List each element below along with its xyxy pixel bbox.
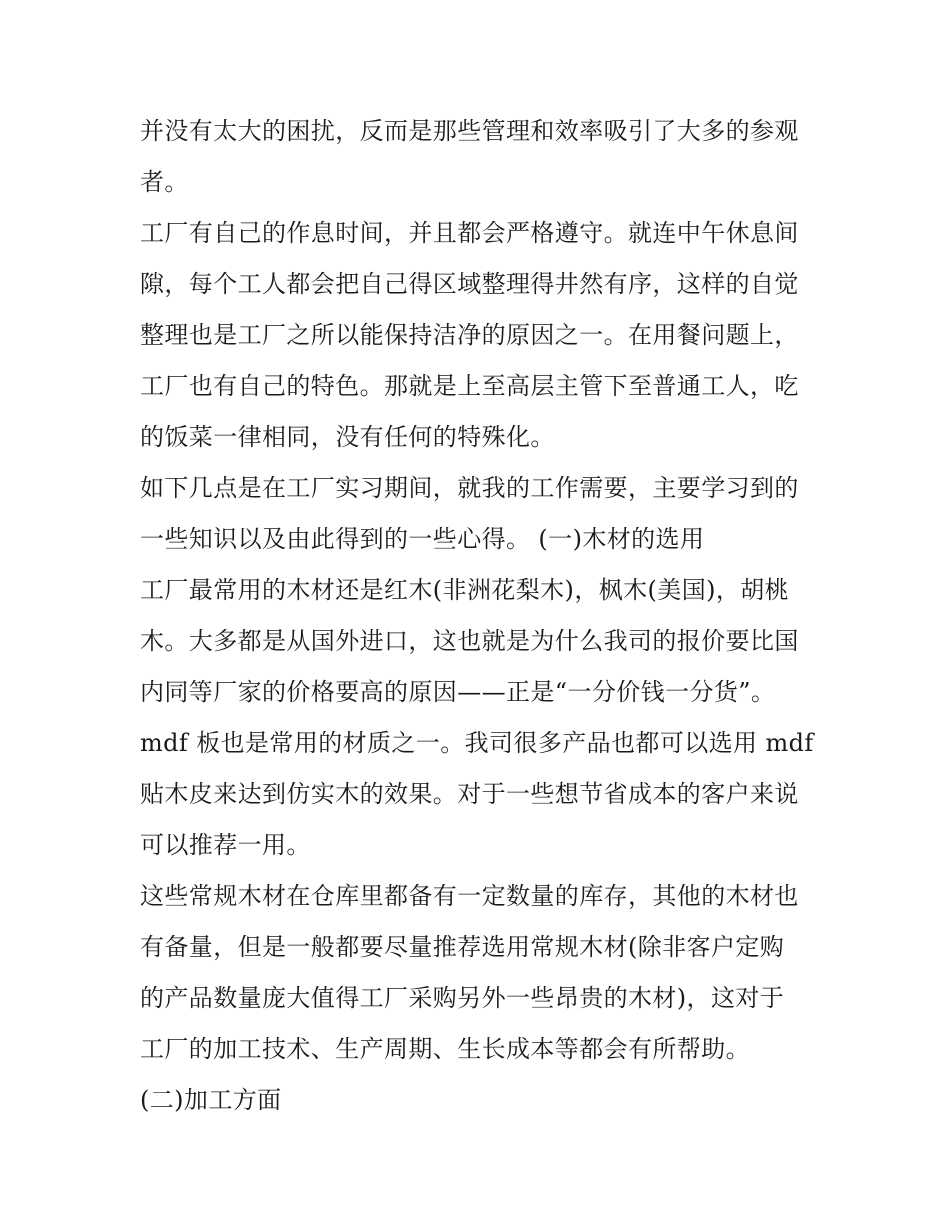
text-line: 整理也是工厂之所以能保持洁净的原因之一。在用餐问题上， bbox=[140, 321, 799, 349]
text-line: 工厂有自己的作息时间，并且都会严格遵守。就连中午休息间 bbox=[140, 219, 799, 247]
text-line: 工厂也有自己的特色。那就是上至高层主管下至普通工人，吃 bbox=[140, 372, 799, 400]
section-heading: (二)加工方面 bbox=[140, 1086, 282, 1114]
text-line: 并没有太大的困扰，反而是那些管理和效率吸引了大多的参观 bbox=[140, 117, 799, 145]
text-line: mdf 板也是常用的材质之一。我司很多产品也都可以选用 mdf bbox=[140, 729, 814, 757]
text-line: 如下几点是在工厂实习期间，就我的工作需要，主要学习到的 bbox=[140, 474, 799, 502]
text-line: 隙，每个工人都会把自己得区域整理得井然有序，这样的自觉 bbox=[140, 270, 799, 298]
text-line: 贴木皮来达到仿实木的效果。对于一些想节省成本的客户来说 bbox=[140, 780, 799, 808]
text-line: 工厂的加工技术、生产周期、生长成本等都会有所帮助。 bbox=[140, 1035, 750, 1063]
text-line: 可以推荐一用。 bbox=[140, 831, 311, 859]
text-line: 有备量，但是一般都要尽量推荐选用常规木材(除非客户定购 bbox=[140, 933, 785, 961]
text-line: 的饭菜一律相同，没有任何的特殊化。 bbox=[140, 423, 555, 451]
text-line: 内同等厂家的价格要高的原因——正是“一分价钱一分货”。 bbox=[140, 678, 776, 706]
text-line: 这些常规木材在仓库里都备有一定数量的库存，其他的木材也 bbox=[140, 882, 799, 910]
document-body bbox=[140, 106, 815, 1126]
text-line: 者。 bbox=[140, 168, 189, 196]
text-line: 一些知识以及由此得到的一些心得。 (一)木材的选用 bbox=[140, 525, 705, 553]
text-line: 的产品数量庞大值得工厂采购另外一些昂贵的木材)，这对于 bbox=[140, 984, 785, 1012]
text-line: 木。大多都是从国外进口，这也就是为什么我司的报价要比国 bbox=[140, 627, 799, 655]
text-line: 工厂最常用的木材还是红木(非洲花梨木)，枫木(美国)，胡桃 bbox=[140, 576, 790, 604]
